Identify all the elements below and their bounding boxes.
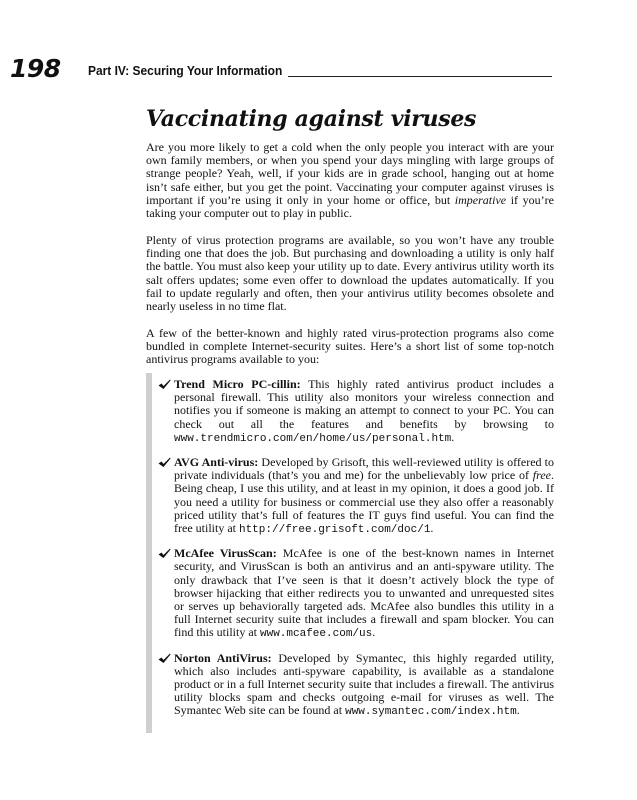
item-description: McAfee is one of the best-known names in Internet security, and VirusScan is both an antivirus and an anti-spyware utility. The only drawback that I’ve seen is that it doesn’t actively block the type of browser hijacking that either redirects you to unwanted and unrequested sites or serves up behaviorally targeted ads. McAfee also bundles this utility in a full Internet security suite that includes a firewall and spam blocker. You can find this utility at bbox=[174, 546, 555, 640]
item-title: AVG Anti-virus: bbox=[174, 455, 259, 470]
item-end: . bbox=[451, 429, 455, 444]
emphasis-imperative: imperative bbox=[454, 192, 507, 207]
part-title: Part IV: Securing Your Information bbox=[88, 63, 283, 78]
emphasis-free: free bbox=[532, 468, 551, 483]
section-title: Vaccinating against viruses bbox=[146, 106, 477, 132]
item-title: Trend Micro PC-cillin: bbox=[174, 377, 301, 391]
paragraph-intro-text-end: if you’re taking your computer out to play in public. bbox=[146, 192, 554, 221]
item-end: . bbox=[516, 703, 520, 718]
running-head bbox=[10, 54, 552, 84]
list-item-norton bbox=[158, 652, 554, 720]
list-item-text bbox=[174, 378, 554, 446]
paragraph-intro bbox=[146, 141, 554, 220]
paragraph-list-intro: A few of the better-known and highly rated virus-protection programs also come bundled in complete Internet-security suites. Here’s a short list of some top-notch antivirus programs available to you: bbox=[146, 326, 554, 367]
url-mcafee: www.mcafee.com/us bbox=[260, 628, 373, 641]
paragraph-updates: Plenty of virus protection programs are available, so you won’t have any trouble finding one that does the job. But purchasing and downloading a utility is only half the battle. You must also keep your utility up to date. Every antivirus utility worth its salt offers updates; some even offer to download the updates automatically. If you fail to update regularly and often, then your antivirus utility becomes obsolete and nearly useless in no time flat. bbox=[146, 233, 554, 314]
item-end: . bbox=[372, 625, 376, 640]
item-description: Developed by Symantec, this highly regarded utility, which also includes anti-spyware capability, is available as a standalone product or in a full Internet security suite that includes a firewall. The antivirus utility blocks spam and checks outgoing e-mail for viruses as well. The Symantec Web site can be found at bbox=[174, 650, 555, 718]
list-item-mcafee bbox=[158, 547, 554, 641]
list-item-avg bbox=[158, 456, 554, 537]
list-item-text bbox=[174, 456, 554, 537]
url-symantec: www.symantec.com/index.htm bbox=[345, 706, 517, 719]
paragraph-intro-text: Are you more likely to get a cold when the only people you interact with are your own family members, or when you spend your days mingling with large groups of strange people? Yeah, well, if your kids are in grade school, hanging out at home isn’t safe either, but you get the point. Vaccinating your computer against viruses is important if you’re using it only in your home or office, but bbox=[146, 140, 554, 207]
list-margin-bar bbox=[146, 373, 152, 733]
checkmark-icon bbox=[158, 653, 171, 664]
header-rule bbox=[288, 76, 552, 77]
url-trend-micro: www.trendmicro.com/en/home/us/personal.htm bbox=[174, 432, 452, 445]
item-description-cont: . Being cheap, I use this utility, and at least in my opinion, it does a good job. If you need a utility for business or commercial use they also offer a reasonably priced utility that’s full of features the IT guys find useful. You can find the free utility at bbox=[174, 468, 554, 536]
antivirus-list bbox=[158, 378, 554, 730]
checkmark-icon bbox=[158, 379, 171, 390]
item-description: Developed by Grisoft, this well-reviewed utility is offered to private individuals (that’s you and me) for the unbelievably low price of bbox=[174, 455, 555, 483]
item-title: Norton AntiVirus: bbox=[174, 650, 272, 665]
item-end: . bbox=[430, 521, 434, 536]
item-description: This highly rated antivirus product includes a personal firewall. This utility also monitors your wireless connection and notifies you if someone is making an attempt to connect to your PC. You can check out all the features and benefits by browsing to bbox=[174, 377, 554, 431]
list-item-trend-micro bbox=[158, 378, 554, 446]
checkmark-icon bbox=[158, 548, 171, 559]
page-number: 198 bbox=[10, 54, 61, 83]
list-item-text bbox=[174, 547, 554, 641]
list-item-text bbox=[174, 652, 554, 720]
url-grisoft: http://free.grisoft.com/doc/1 bbox=[238, 524, 431, 537]
checkmark-icon bbox=[158, 457, 171, 468]
item-title: McAfee VirusScan: bbox=[174, 546, 277, 561]
